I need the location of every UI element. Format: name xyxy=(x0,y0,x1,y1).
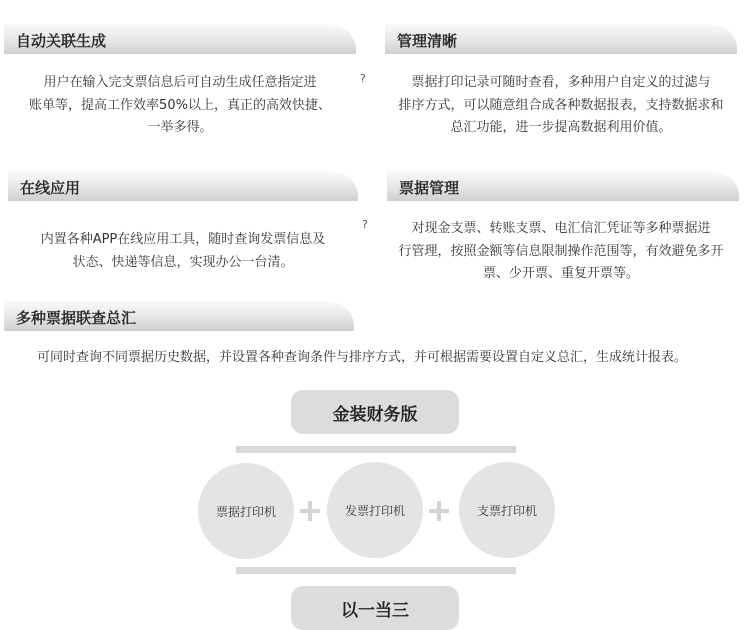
body-line: 排序方式，可以随意组合成各种数据报表，支持数据求和 xyxy=(398,97,724,113)
body-line: 一举多得。 xyxy=(147,120,213,135)
body-line: 行管理，按照金额等信息限制操作范围等，有效避免多开 xyxy=(398,243,724,259)
plus-icon xyxy=(300,501,320,521)
section-header-auto-link xyxy=(4,24,356,54)
section-title: 多种票据联查总汇 xyxy=(16,309,137,327)
body-line: 状态、快递等信息，实现办公一台清。 xyxy=(72,254,294,270)
section-body-multi-query xyxy=(37,347,737,370)
body-line: 可同时查询不同票据历史数据，并设置各种查询条件与排序方式，并可根据需要设置自定义总汇，生成统计报表。 xyxy=(37,350,688,365)
section-header-online-apps xyxy=(8,171,358,201)
section-body-auto-link xyxy=(4,72,356,140)
divider-bar-bottom xyxy=(236,567,516,574)
body-line: 票、少开票、重复开票等。 xyxy=(482,266,639,281)
section-header-ticket-management xyxy=(387,171,739,201)
section-body-ticket-management xyxy=(378,218,744,286)
section-body-online-apps xyxy=(8,229,358,274)
edition-footer-badge: 以一当三 xyxy=(291,586,459,630)
section-title: 管理清晰 xyxy=(397,32,458,50)
item-circle-check-printer: 支票打印机 xyxy=(459,462,555,558)
section-title: 票据管理 xyxy=(399,179,460,197)
section-header-multi-query xyxy=(4,301,354,331)
section-title: 自动关联生成 xyxy=(16,32,107,50)
body-line: 对现金支票、转账支票、电汇信汇凭证等多种票据进 xyxy=(411,221,711,236)
item-circle-receipt-printer: 票据打印机 xyxy=(198,463,294,559)
body-line: 票据打印记录可随时查看，多种用户自定义的过滤与 xyxy=(411,75,711,90)
question-mark: ? xyxy=(360,72,366,85)
body-line: 用户在输入完支票信息后可自动生成任意指定进 xyxy=(43,75,317,90)
section-title: 在线应用 xyxy=(20,179,81,197)
body-line: 总汇功能，进一步提高数据利用价值。 xyxy=(450,120,672,135)
section-body-clear-management xyxy=(378,72,744,140)
body-line: 内置各种APP在线应用工具，随时查询发票信息及 xyxy=(40,232,326,247)
question-mark: ? xyxy=(362,218,368,231)
plus-icon xyxy=(429,501,449,521)
edition-title-badge: 金装财务版 xyxy=(291,390,459,434)
body-line: 账单等，提高工作效率50%以上，真正的高效快捷、 xyxy=(29,97,331,113)
divider-bar-top xyxy=(236,446,516,453)
item-circle-invoice-printer: 发票打印机 xyxy=(327,462,423,558)
section-header-clear-management xyxy=(385,24,737,54)
